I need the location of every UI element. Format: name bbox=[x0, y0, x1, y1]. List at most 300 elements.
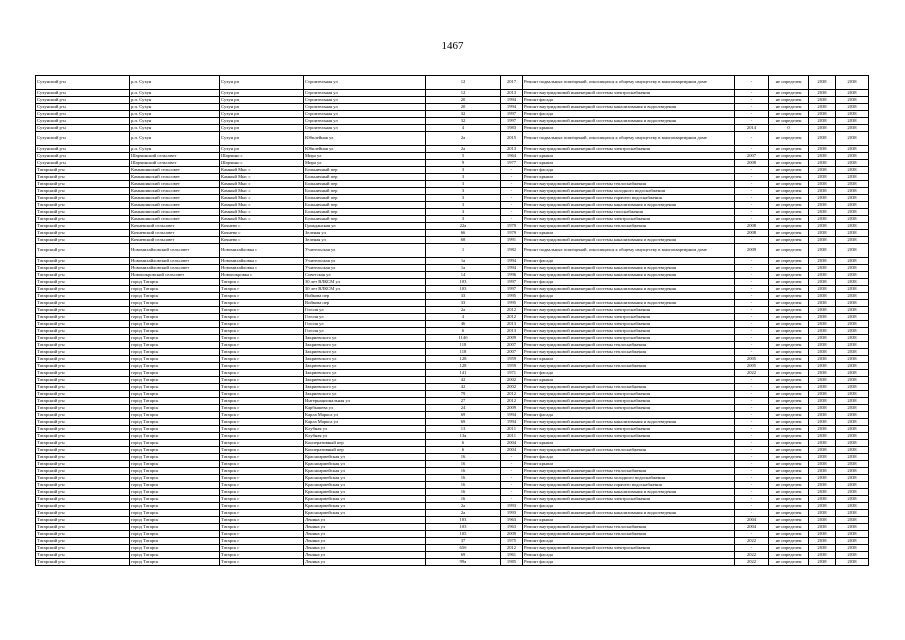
cell-work-type: Ремонт внутридомовой инженерной системы электроснабжения bbox=[523, 335, 735, 342]
cell-house-number: 12 bbox=[426, 76, 501, 90]
cell-last-repair-year: - bbox=[735, 272, 769, 279]
cell-cost: не определен bbox=[769, 223, 809, 230]
cell-plan-year-end: 2038 bbox=[836, 223, 869, 230]
cell-last-repair-year: - bbox=[735, 426, 769, 433]
table-row bbox=[36, 279, 869, 286]
cell-work-type: Ремонт внутридомовой инженерной системы канализования и водоотведения bbox=[523, 265, 735, 272]
cell-work-type: Ремонт внутридомовой инженерной системы теплоснабжения bbox=[523, 181, 735, 188]
cell-district: Татарский р-н bbox=[36, 398, 130, 405]
cell-street: Карбышева ул bbox=[304, 405, 426, 412]
table-row bbox=[36, 97, 869, 104]
cell-street: Юбилейная ул bbox=[304, 132, 426, 146]
cell-settlement: Татарск г bbox=[220, 286, 304, 293]
cell-last-repair-year: - bbox=[735, 174, 769, 181]
cell-year: 2002 bbox=[501, 377, 523, 384]
cell-last-repair-year: - bbox=[735, 503, 769, 510]
cell-last-repair-year: - bbox=[735, 349, 769, 356]
cell-plan-year-start: 2038 bbox=[809, 538, 836, 545]
cell-cost: не определен bbox=[769, 111, 809, 118]
cell-plan-year-start: 2038 bbox=[809, 454, 836, 461]
cell-cost: не определен bbox=[769, 405, 809, 412]
table-row bbox=[36, 90, 869, 97]
cell-house-number: 20 bbox=[426, 104, 501, 111]
cell-house-number: 4 bbox=[426, 125, 501, 132]
cell-district: Татарский р-н bbox=[36, 314, 130, 321]
cell-municipality: город Татарск bbox=[130, 433, 220, 440]
cell-house-number: 128 bbox=[426, 356, 501, 363]
cell-municipality: город Татарск bbox=[130, 356, 220, 363]
cell-municipality: город Татарск bbox=[130, 370, 220, 377]
cell-house-number: 2а bbox=[426, 146, 501, 153]
table-row bbox=[36, 426, 869, 433]
cell-work-type: Ремонт внутридомовой инженерной системы электроснабжения bbox=[523, 545, 735, 552]
cell-last-repair-year: - bbox=[735, 398, 769, 405]
cell-cost: не определен bbox=[769, 510, 809, 517]
cell-house-number: 16 bbox=[426, 489, 501, 496]
cell-cost: не определен bbox=[769, 153, 809, 160]
cell-plan-year-start: 2038 bbox=[809, 475, 836, 482]
cell-district: Татарский р-н bbox=[36, 237, 130, 244]
cell-district: Сухунский р-н bbox=[36, 104, 130, 111]
cell-year: - bbox=[501, 468, 523, 475]
cell-street: Больничный пер bbox=[304, 209, 426, 216]
cell-last-repair-year: - bbox=[735, 335, 769, 342]
table-row bbox=[36, 559, 869, 566]
cell-cost: не определен bbox=[769, 391, 809, 398]
cell-settlement: Татарск г bbox=[220, 496, 304, 503]
cell-settlement: Татарск г bbox=[220, 510, 304, 517]
cell-district: Татарский р-н bbox=[36, 363, 130, 370]
cell-house-number: 16 bbox=[426, 482, 501, 489]
cell-plan-year-end: 2038 bbox=[836, 545, 869, 552]
table-row bbox=[36, 461, 869, 468]
cell-cost: не определен bbox=[769, 545, 809, 552]
cell-street: Больничный пер bbox=[304, 181, 426, 188]
table-row bbox=[36, 230, 869, 237]
cell-municipality: р.п. Сухун bbox=[130, 76, 220, 90]
cell-year: 1963 bbox=[501, 524, 523, 531]
cell-last-repair-year: - bbox=[735, 111, 769, 118]
cell-year: 1959 bbox=[501, 363, 523, 370]
cell-municipality: город Татарск bbox=[130, 328, 220, 335]
cell-plan-year-end: 2038 bbox=[836, 538, 869, 545]
cell-district: Татарский р-н bbox=[36, 377, 130, 384]
cell-work-type: Ремонт внутридомовой инженерной системы канализования и водоотведения bbox=[523, 489, 735, 496]
cell-year: 1994 bbox=[501, 97, 523, 104]
cell-house-number: 118 bbox=[426, 342, 501, 349]
cell-work-type: Ремонт фасада bbox=[523, 412, 735, 419]
cell-street: Красноармейская ул bbox=[304, 503, 426, 510]
cell-plan-year-start: 2038 bbox=[809, 300, 836, 307]
cell-year: 1979 bbox=[501, 223, 523, 230]
cell-cost: не определен bbox=[769, 188, 809, 195]
cell-plan-year-end: 2038 bbox=[836, 419, 869, 426]
cell-plan-year-start: 2038 bbox=[809, 412, 836, 419]
cell-settlement: Татарск г bbox=[220, 307, 304, 314]
cell-last-repair-year: - bbox=[735, 300, 769, 307]
cell-cost: не определен bbox=[769, 468, 809, 475]
table-row bbox=[36, 335, 869, 342]
cell-last-repair-year: - bbox=[735, 181, 769, 188]
cell-municipality: город Татарск bbox=[130, 419, 220, 426]
cell-year: 1997 bbox=[501, 118, 523, 125]
cell-house-number: 128 bbox=[426, 363, 501, 370]
cell-last-repair-year: 2005 bbox=[735, 363, 769, 370]
table-row bbox=[36, 342, 869, 349]
cell-street: 30 лет ВЛКСМ ул bbox=[304, 286, 426, 293]
cell-district: Татарский р-н bbox=[36, 419, 130, 426]
cell-settlement: Татарск г bbox=[220, 538, 304, 545]
cell-plan-year-end: 2038 bbox=[836, 237, 869, 244]
cell-settlement: Сухун рп bbox=[220, 76, 304, 90]
cell-plan-year-end: 2038 bbox=[836, 391, 869, 398]
cell-plan-year-end: 2038 bbox=[836, 307, 869, 314]
cell-district: Татарский р-н bbox=[36, 300, 130, 307]
cell-plan-year-end: 2038 bbox=[836, 300, 869, 307]
capital-repair-table bbox=[35, 75, 869, 566]
cell-plan-year-start: 2038 bbox=[809, 524, 836, 531]
cell-district: Татарский р-н bbox=[36, 545, 130, 552]
table-row bbox=[36, 517, 869, 524]
cell-work-type: Ремонт внутридомовой инженерной системы канализования и водоотведения bbox=[523, 202, 735, 209]
cell-work-type: Ремонт фасада bbox=[523, 279, 735, 286]
cell-municipality: город Татарск bbox=[130, 426, 220, 433]
cell-cost: не определен bbox=[769, 328, 809, 335]
cell-cost: не определен bbox=[769, 412, 809, 419]
cell-house-number: 79 bbox=[426, 391, 501, 398]
cell-district: Татарский р-н bbox=[36, 370, 130, 377]
cell-cost: не определен bbox=[769, 559, 809, 566]
table-row bbox=[36, 265, 869, 272]
cell-plan-year-start: 2038 bbox=[809, 440, 836, 447]
cell-street: Клубная ул bbox=[304, 433, 426, 440]
cell-year: - bbox=[501, 188, 523, 195]
cell-last-repair-year: - bbox=[735, 405, 769, 412]
cell-work-type: Ремонт внутридомовой инженерной системы холодного водоснабжения bbox=[523, 475, 735, 482]
cell-plan-year-start: 2038 bbox=[809, 503, 836, 510]
cell-settlement: Татарск г bbox=[220, 552, 304, 559]
cell-plan-year-end: 2038 bbox=[836, 76, 869, 90]
cell-settlement: Татарск г bbox=[220, 468, 304, 475]
cell-district: Сухунский р-н bbox=[36, 111, 130, 118]
cell-district: Татарский р-н bbox=[36, 412, 130, 419]
cell-last-repair-year: - bbox=[735, 468, 769, 475]
cell-last-repair-year: 2022 bbox=[735, 559, 769, 566]
cell-street: Гоголя ул bbox=[304, 307, 426, 314]
cell-plan-year-end: 2038 bbox=[836, 524, 869, 531]
cell-year: 2015 bbox=[501, 132, 523, 146]
cell-plan-year-end: 2038 bbox=[836, 447, 869, 454]
cell-municipality: город Татарск bbox=[130, 538, 220, 545]
cell-year: - bbox=[501, 181, 523, 188]
cell-settlement: Сухун рп bbox=[220, 146, 304, 153]
cell-plan-year-end: 2038 bbox=[836, 405, 869, 412]
cell-work-type: Ремонт подвальных помещений, относящихся к общему имуществу в многоквартирном доме bbox=[523, 76, 735, 90]
cell-district: Татарский р-н bbox=[36, 342, 130, 349]
cell-plan-year-end: 2038 bbox=[836, 181, 869, 188]
cell-plan-year-end: 2038 bbox=[836, 314, 869, 321]
cell-plan-year-start: 2038 bbox=[809, 279, 836, 286]
cell-settlement: Татарск г bbox=[220, 412, 304, 419]
cell-plan-year-start: 2038 bbox=[809, 209, 836, 216]
cell-year: 1997 bbox=[501, 286, 523, 293]
cell-plan-year-start: 2038 bbox=[809, 559, 836, 566]
cell-cost: не определен bbox=[769, 482, 809, 489]
cell-street: Красноармейская ул bbox=[304, 496, 426, 503]
cell-street: Красноармейская ул bbox=[304, 461, 426, 468]
page-number: 1467 bbox=[441, 40, 464, 52]
cell-street: Больничный пер bbox=[304, 216, 426, 223]
cell-last-repair-year: - bbox=[735, 440, 769, 447]
cell-cost: не определен bbox=[769, 272, 809, 279]
cell-settlement: Новопокровка с bbox=[220, 272, 304, 279]
cell-district: Татарский р-н bbox=[36, 440, 130, 447]
cell-street: Больничный пер bbox=[304, 202, 426, 209]
cell-cost: не определен bbox=[769, 496, 809, 503]
cell-year: 1975 bbox=[501, 538, 523, 545]
cell-house-number: 24 bbox=[426, 405, 501, 412]
cell-street: Строительная ул bbox=[304, 97, 426, 104]
table-row bbox=[36, 419, 869, 426]
cell-settlement: Камный Мыс с bbox=[220, 209, 304, 216]
cell-work-type: Ремонт внутридомовой инженерной системы электроснабжения bbox=[523, 426, 735, 433]
cell-municipality: город Татарск bbox=[130, 552, 220, 559]
cell-year: 1997 bbox=[501, 111, 523, 118]
table-row bbox=[36, 433, 869, 440]
cell-year: 2012 bbox=[501, 398, 523, 405]
cell-plan-year-end: 2038 bbox=[836, 132, 869, 146]
cell-year: 2013 bbox=[501, 321, 523, 328]
cell-settlement: Татарск г bbox=[220, 454, 304, 461]
cell-work-type: Ремонт подвальных помещений, относящихся к общему имуществу в многоквартирном доме bbox=[523, 132, 735, 146]
cell-work-type: Ремонт внутридомовой инженерной системы газоснабжения bbox=[523, 209, 735, 216]
cell-street: Учительская ул bbox=[304, 244, 426, 258]
cell-street: Учительская ул bbox=[304, 265, 426, 272]
cell-street: Закриевского ул bbox=[304, 342, 426, 349]
cell-plan-year-end: 2038 bbox=[836, 328, 869, 335]
cell-street: Ленина ул bbox=[304, 538, 426, 545]
cell-house-number: 2а bbox=[426, 510, 501, 517]
cell-district: Татарский р-н bbox=[36, 244, 130, 258]
cell-house-number: 13а bbox=[426, 433, 501, 440]
cell-municipality: р.п. Сухун bbox=[130, 146, 220, 153]
cell-last-repair-year: - bbox=[735, 293, 769, 300]
cell-cost: не определен bbox=[769, 181, 809, 188]
cell-district: Татарский р-н bbox=[36, 174, 130, 181]
cell-year: - bbox=[501, 454, 523, 461]
cell-year: 1982 bbox=[501, 244, 523, 258]
cell-cost: не определен bbox=[769, 90, 809, 97]
cell-district: Татарский р-н bbox=[36, 538, 130, 545]
cell-plan-year-start: 2038 bbox=[809, 104, 836, 111]
cell-plan-year-end: 2038 bbox=[836, 335, 869, 342]
cell-year: 1994 bbox=[501, 104, 523, 111]
cell-settlement: Кочнево с bbox=[220, 237, 304, 244]
table-row bbox=[36, 447, 869, 454]
cell-work-type: Ремонт фасада bbox=[523, 552, 735, 559]
cell-street: Войкова пер bbox=[304, 300, 426, 307]
cell-settlement: Татарск г bbox=[220, 405, 304, 412]
cell-plan-year-start: 2038 bbox=[809, 272, 836, 279]
cell-street: Закриевского ул bbox=[304, 384, 426, 391]
cell-district: Татарский р-н bbox=[36, 167, 130, 174]
cell-municipality: город Татарск bbox=[130, 307, 220, 314]
cell-district: Татарский р-н bbox=[36, 321, 130, 328]
cell-street: 30 лет ВЛКСМ ул bbox=[304, 279, 426, 286]
cell-plan-year-end: 2038 bbox=[836, 174, 869, 181]
cell-street: Строительная ул bbox=[304, 76, 426, 90]
cell-plan-year-end: 2038 bbox=[836, 118, 869, 125]
cell-cost: не определен bbox=[769, 118, 809, 125]
table-row bbox=[36, 307, 869, 314]
cell-house-number: 68 bbox=[426, 237, 501, 244]
cell-house-number: 69 bbox=[426, 552, 501, 559]
cell-last-repair-year: - bbox=[735, 510, 769, 517]
cell-plan-year-end: 2038 bbox=[836, 370, 869, 377]
cell-work-type: Ремонт внутридомовой инженерной системы электроснабжения bbox=[523, 90, 735, 97]
cell-settlement: Новомихайловка с bbox=[220, 244, 304, 258]
cell-house-number: 16 bbox=[426, 475, 501, 482]
cell-year: - bbox=[501, 475, 523, 482]
cell-last-repair-year: 2009 bbox=[735, 244, 769, 258]
cell-year: 1979 bbox=[501, 230, 523, 237]
cell-settlement: Татарск г bbox=[220, 328, 304, 335]
cell-settlement: Татарск г bbox=[220, 482, 304, 489]
cell-plan-year-start: 2038 bbox=[809, 531, 836, 538]
cell-work-type: Ремонт фасада bbox=[523, 258, 735, 265]
cell-work-type: Ремонт крыши bbox=[523, 461, 735, 468]
cell-cost: не определен bbox=[769, 342, 809, 349]
cell-plan-year-start: 2038 bbox=[809, 433, 836, 440]
cell-work-type: Ремонт внутридомовой инженерной системы теплоснабжения bbox=[523, 223, 735, 230]
cell-plan-year-start: 2038 bbox=[809, 286, 836, 293]
cell-plan-year-end: 2038 bbox=[836, 433, 869, 440]
cell-year: 2013 bbox=[501, 90, 523, 97]
cell-settlement: Камный Мыс с bbox=[220, 202, 304, 209]
cell-work-type: Ремонт внутридомовой инженерной системы электроснабжения bbox=[523, 391, 735, 398]
cell-settlement: Новомихайловка с bbox=[220, 258, 304, 265]
cell-work-type: Ремонт внутридомовой инженерной системы канализования и водоотведения bbox=[523, 419, 735, 426]
cell-cost: не определен bbox=[769, 454, 809, 461]
cell-cost: не определен bbox=[769, 202, 809, 209]
table-row bbox=[36, 286, 869, 293]
cell-municipality: город Татарск bbox=[130, 440, 220, 447]
cell-plan-year-start: 2038 bbox=[809, 216, 836, 223]
cell-cost: не определен bbox=[769, 307, 809, 314]
cell-work-type: Ремонт внутридомовой инженерной системы электроснабжения bbox=[523, 216, 735, 223]
cell-plan-year-end: 2038 bbox=[836, 496, 869, 503]
cell-last-repair-year: 2022 bbox=[735, 538, 769, 545]
table-body bbox=[36, 76, 869, 566]
cell-work-type: Ремонт фасада bbox=[523, 370, 735, 377]
cell-work-type: Ремонт внутридомовой инженерной системы теплоснабжения bbox=[523, 447, 735, 454]
cell-district: Татарский р-н bbox=[36, 531, 130, 538]
cell-plan-year-start: 2038 bbox=[809, 195, 836, 202]
table-row bbox=[36, 209, 869, 216]
cell-street: Карла Маркса ул bbox=[304, 419, 426, 426]
cell-plan-year-end: 2038 bbox=[836, 426, 869, 433]
cell-district: Татарский р-н bbox=[36, 279, 130, 286]
cell-street: Красноармейская ул bbox=[304, 475, 426, 482]
cell-work-type: Ремонт внутридомовой инженерной системы канализования и водоотведения bbox=[523, 118, 735, 125]
cell-street: Закриевского ул bbox=[304, 391, 426, 398]
cell-municipality: Кочневский сельсовет bbox=[130, 237, 220, 244]
cell-municipality: Камышинский сельсовет bbox=[130, 174, 220, 181]
cell-plan-year-start: 2038 bbox=[809, 363, 836, 370]
cell-year: 1991 bbox=[501, 237, 523, 244]
cell-plan-year-end: 2038 bbox=[836, 454, 869, 461]
cell-work-type: Ремонт внутридомовой инженерной системы теплоснабжения bbox=[523, 384, 735, 391]
cell-work-type: Ремонт фасада bbox=[523, 454, 735, 461]
cell-work-type: Ремонт внутридомовой инженерной системы канализования и водоотведения bbox=[523, 104, 735, 111]
cell-district: Сухунский р-н bbox=[36, 132, 130, 146]
cell-year: 1994 bbox=[501, 258, 523, 265]
cell-year: 2009 bbox=[501, 335, 523, 342]
cell-plan-year-start: 2038 bbox=[809, 398, 836, 405]
cell-street: Войкова пер bbox=[304, 293, 426, 300]
cell-settlement: Татарск г bbox=[220, 398, 304, 405]
cell-plan-year-end: 2038 bbox=[836, 265, 869, 272]
cell-work-type: Ремонт фасада bbox=[523, 167, 735, 174]
cell-municipality: Шарчинский сельсовет bbox=[130, 160, 220, 167]
table-row bbox=[36, 412, 869, 419]
cell-plan-year-start: 2038 bbox=[809, 356, 836, 363]
cell-plan-year-end: 2038 bbox=[836, 377, 869, 384]
cell-district: Татарский р-н bbox=[36, 272, 130, 279]
cell-cost: не определен bbox=[769, 433, 809, 440]
table-row bbox=[36, 468, 869, 475]
cell-municipality: город Татарск bbox=[130, 279, 220, 286]
table-row bbox=[36, 118, 869, 125]
cell-house-number: 103 bbox=[426, 286, 501, 293]
cell-work-type: Ремонт внутридомовой инженерной системы канализования и водоотведения bbox=[523, 300, 735, 307]
cell-year: 1963 bbox=[501, 517, 523, 524]
table-row bbox=[36, 146, 869, 153]
cell-plan-year-end: 2038 bbox=[836, 286, 869, 293]
cell-street: Закриевского ул bbox=[304, 377, 426, 384]
cell-settlement: Сухун рп bbox=[220, 111, 304, 118]
cell-year: 1977 bbox=[501, 160, 523, 167]
cell-cost: не определен bbox=[769, 174, 809, 181]
cell-street: Строительная ул bbox=[304, 125, 426, 132]
cell-last-repair-year: 2005 bbox=[735, 356, 769, 363]
table-row bbox=[36, 174, 869, 181]
cell-street: Гоголя ул bbox=[304, 328, 426, 335]
cell-work-type: Ремонт крыши bbox=[523, 125, 735, 132]
table-row bbox=[36, 104, 869, 111]
table-row bbox=[36, 405, 869, 412]
cell-street: Закриевского ул bbox=[304, 335, 426, 342]
cell-year: 2012 bbox=[501, 545, 523, 552]
cell-house-number: 6 bbox=[426, 440, 501, 447]
cell-house-number: 3 bbox=[426, 181, 501, 188]
cell-plan-year-start: 2038 bbox=[809, 391, 836, 398]
table-row bbox=[36, 293, 869, 300]
cell-street: Кооперативный пер bbox=[304, 447, 426, 454]
cell-year: 1983 bbox=[501, 125, 523, 132]
cell-plan-year-start: 2038 bbox=[809, 160, 836, 167]
cell-cost: не определен bbox=[769, 286, 809, 293]
cell-cost: не определен bbox=[769, 398, 809, 405]
cell-year: - bbox=[501, 202, 523, 209]
cell-house-number: 103 bbox=[426, 524, 501, 531]
cell-plan-year-end: 2038 bbox=[836, 202, 869, 209]
cell-year: 1997 bbox=[501, 279, 523, 286]
cell-municipality: город Татарск bbox=[130, 531, 220, 538]
cell-plan-year-end: 2038 bbox=[836, 363, 869, 370]
cell-street: Закриевского ул bbox=[304, 370, 426, 377]
cell-district: Сухунский р-н bbox=[36, 125, 130, 132]
